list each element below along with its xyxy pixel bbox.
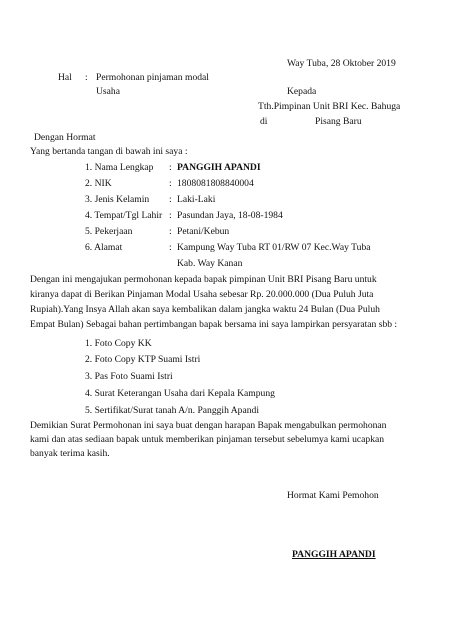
identity-colon: : [169,162,172,173]
identity-label: 3. Jenis Kelamin [85,194,150,205]
place-date: Way Tuba, 28 Oktober 2019 [287,58,396,69]
identity-value-gender: Laki-Laki [177,194,216,205]
closing-line: banyak terima kasih. [30,448,110,459]
identity-label: 4. Tempat/Tgl Lahir [85,210,163,221]
subject-line-1: Permohonan pinjaman modal [96,72,209,83]
identity-label: 1. Nama Lengkap [85,162,154,173]
sign-off: Hormat Kami Pemohon [287,490,379,501]
body-line: Empat Bulan) Sebagai bahan pertimbangan bapak bersama ini saya lampirkan persyaratan sbb : [30,319,398,330]
recipient-line-1: Tth.Pimpinan Unit BRI Kec. Bahuga [258,101,401,112]
identity-label: 2. NIK [85,178,112,189]
identity-colon: : [169,242,172,253]
identity-colon: : [169,210,172,221]
identity-value-job: Petani/Kebun [177,226,230,237]
signature-name: PANGGIH APANDI [292,549,376,560]
identity-label: 6. Alamat [85,242,123,253]
attachment-item: 4. Surat Keterangan Usaha dari Kepala Kampung [85,388,275,399]
attachment-item: 3. Pas Foto Suami Istri [85,371,173,382]
identity-value-birth: Pasundan Jaya, 18-08-1984 [177,210,283,221]
body-line: Rupiah).Yang Insya Allah akan saya kembalikan dalam jangka waktu 24 Bulan (Dua Puluh [30,304,380,315]
body-paragraph [30,274,448,334]
closing-line: Demikian Surat Permohonan ini saya buat dengan harapan Bapak mengabulkan permohonan [30,420,387,431]
closing-line: kami dan atas sediaan bapak untuk memberikan pinjaman tersebut sebelumya kami ucapkan [30,434,385,445]
attachment-item: 2. Foto Copy KTP Suami Istri [85,354,201,365]
intro-text: Yang bertanda tangan di bawah ini saya : [30,146,188,157]
identity-colon: : [169,194,172,205]
body-line: kiranya dapat di Berikan Pinjaman Modal Usaha sebesar Rp. 20.000.000 (Dua Puluh Juta [30,289,374,300]
greeting: Dengan Hormat [34,132,96,143]
identity-value-address: Kampung Way Tuba RT 01/RW 07 Kec.Way Tuba [177,242,371,253]
identity-colon: : [169,178,172,189]
attachment-item: 5. Sertifikat/Surat tanah A/n. Panggih Apandi [85,405,259,416]
subject-colon: : [85,72,88,83]
closing-paragraph [30,420,448,462]
identity-colon: : [169,226,172,237]
identity-label: 5. Pekerjaan [85,226,133,237]
identity-value-address-line2: Kab. Way Kanan [177,258,243,269]
body-line: Dengan ini mengajukan permohonan kepada bapak pimpinan Unit BRI Pisang Baru untuk [30,274,377,285]
subject-line-2: Usaha [96,86,120,97]
kepada-label: Kepada [287,86,317,97]
identity-value-name: PANGGIH APANDI [177,162,261,173]
attachment-item: 1. Foto Copy KK [85,338,152,349]
recipient-di: di [260,116,268,127]
subject-label: Hal [58,72,72,83]
recipient-place: Pisang Baru [315,116,362,127]
identity-value-nik: 1808081808840004 [177,178,254,189]
